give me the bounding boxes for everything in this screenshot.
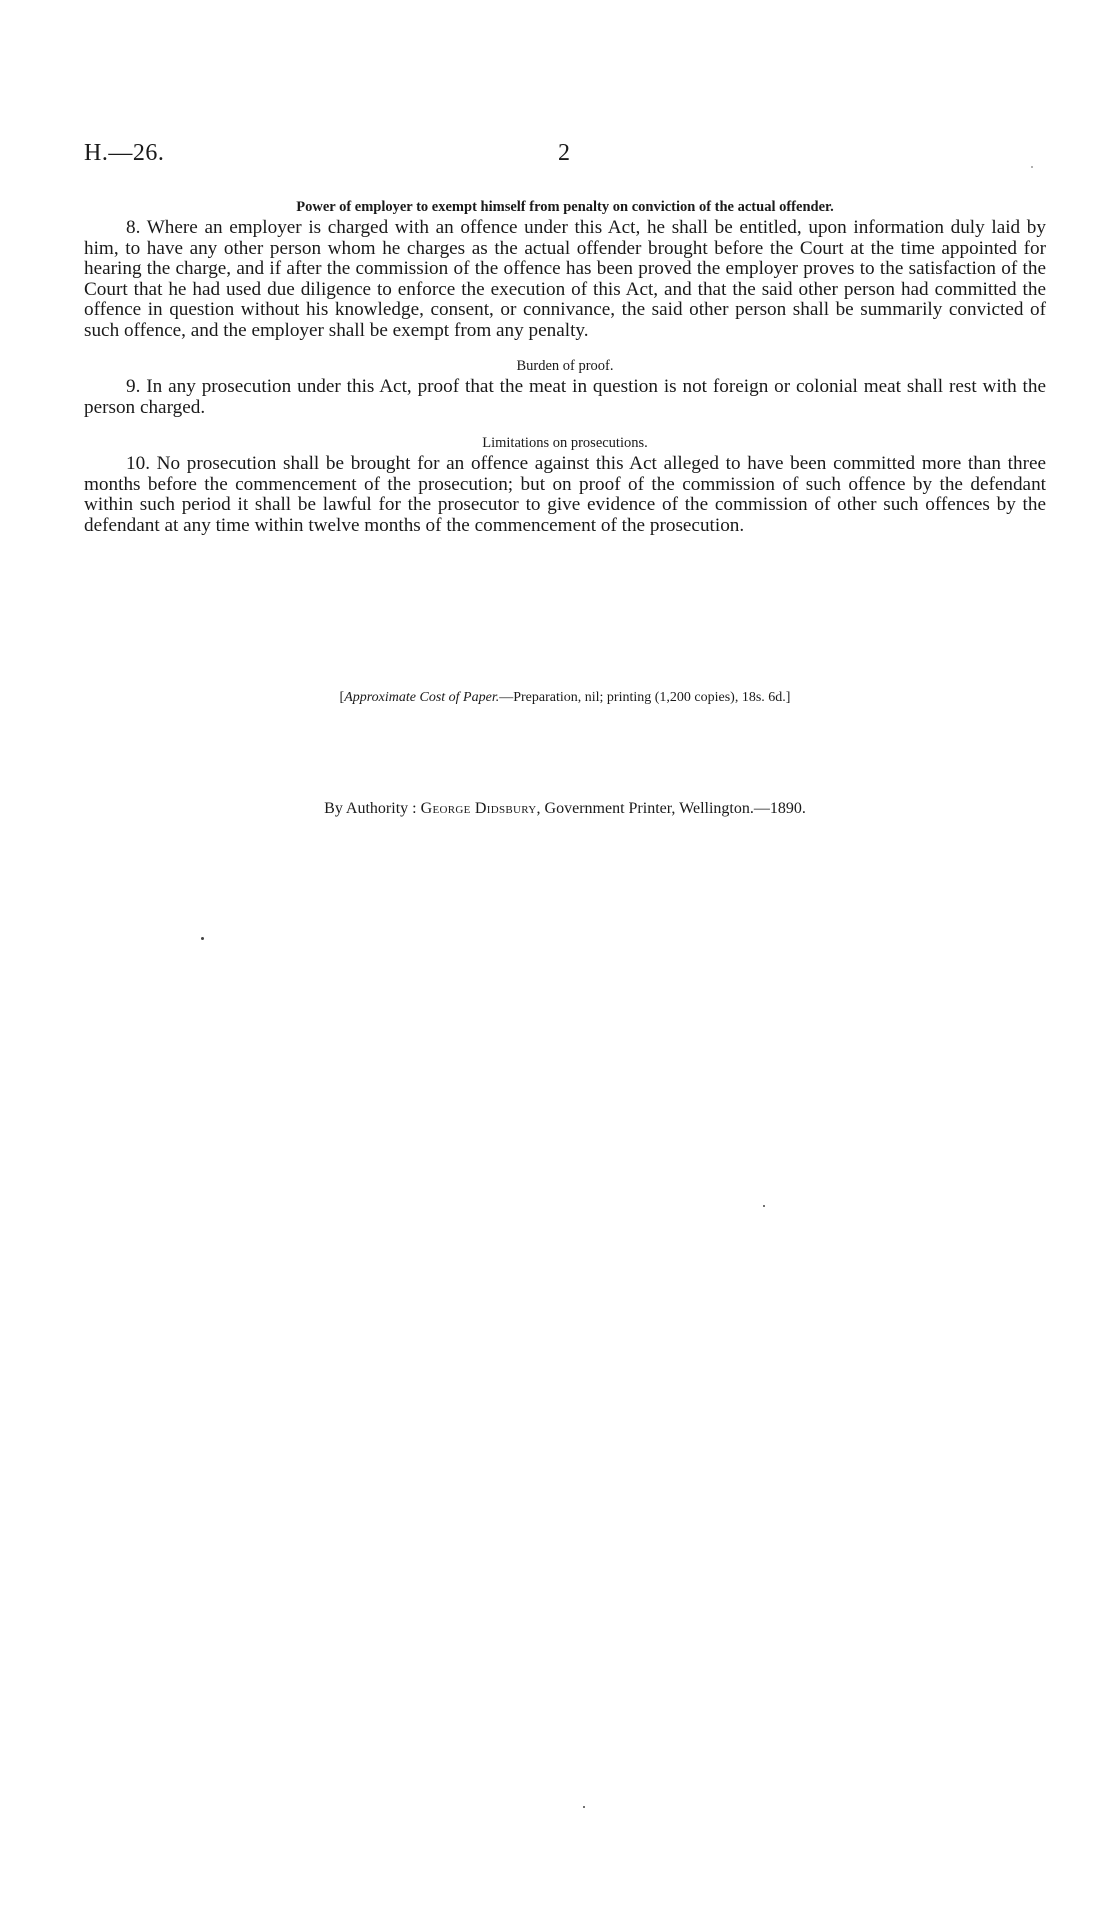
printer-imprint: [84, 800, 1046, 818]
section-paragraph: 9. In any prosecution under this Act, proof that the meat in question is not foreign or colonial meat shall rest with the person charged.: [84, 376, 1046, 418]
page-header: [84, 140, 1044, 174]
section-paragraph: 8. Where an employer is charged with an offence under this Act, he shall be entitled, upon information duly laid by him, to have any other person whom he charges as the actual offender brought before the Court at the time appointed for hearing the charge, and if after the commission of the offence has been proved the employer proves to the satisfaction of the Court that he had used due diligence to enforce the execution of this Act, and that the said other person had committed the offence in question without his knowledge, consent, or connivance, the said other person shall be summarily convicted of such offence, and the employer shall be exempt from any penalty.: [84, 217, 1046, 341]
page-number: 2: [558, 140, 570, 166]
document-reference: H.—26.: [84, 140, 165, 166]
cost-note-open: [: [339, 690, 345, 705]
print-speck: [583, 1806, 585, 1808]
print-speck: [1031, 166, 1033, 168]
imprint-prefix: By Authority :: [324, 800, 421, 817]
cost-note-close: ]: [785, 690, 791, 705]
printer-name: George Didsbury: [420, 800, 537, 817]
cost-note: [84, 690, 1046, 706]
imprint-suffix: , Government Printer, Wellington.—1890.: [536, 800, 806, 817]
section-paragraph: 10. No prosecution shall be brought for an offence against this Act alleged to have been committed more than three months before the commencement of the prosecution; but on proof of the commission of such offence by the defendant within such period it shall be lawful for the prosecutor to give evidence of the commission of other such offences by the defendant at any time within twelve months of the commencement of the prosecution.: [84, 453, 1046, 536]
section-heading: Limitations on prosecutions.: [482, 435, 648, 451]
print-speck: [763, 1205, 765, 1207]
section-heading: Power of employer to exempt himself from penalty on conviction of the actual offender.: [296, 199, 834, 215]
print-speck: [201, 937, 204, 940]
cost-note-label: Approximate Cost of Paper.: [344, 690, 500, 705]
document-body: [84, 196, 1046, 550]
section-heading: Burden of proof.: [516, 358, 614, 374]
cost-note-details: —Preparation, nil; printing (1,200 copies), 18s. 6d.: [499, 690, 786, 705]
